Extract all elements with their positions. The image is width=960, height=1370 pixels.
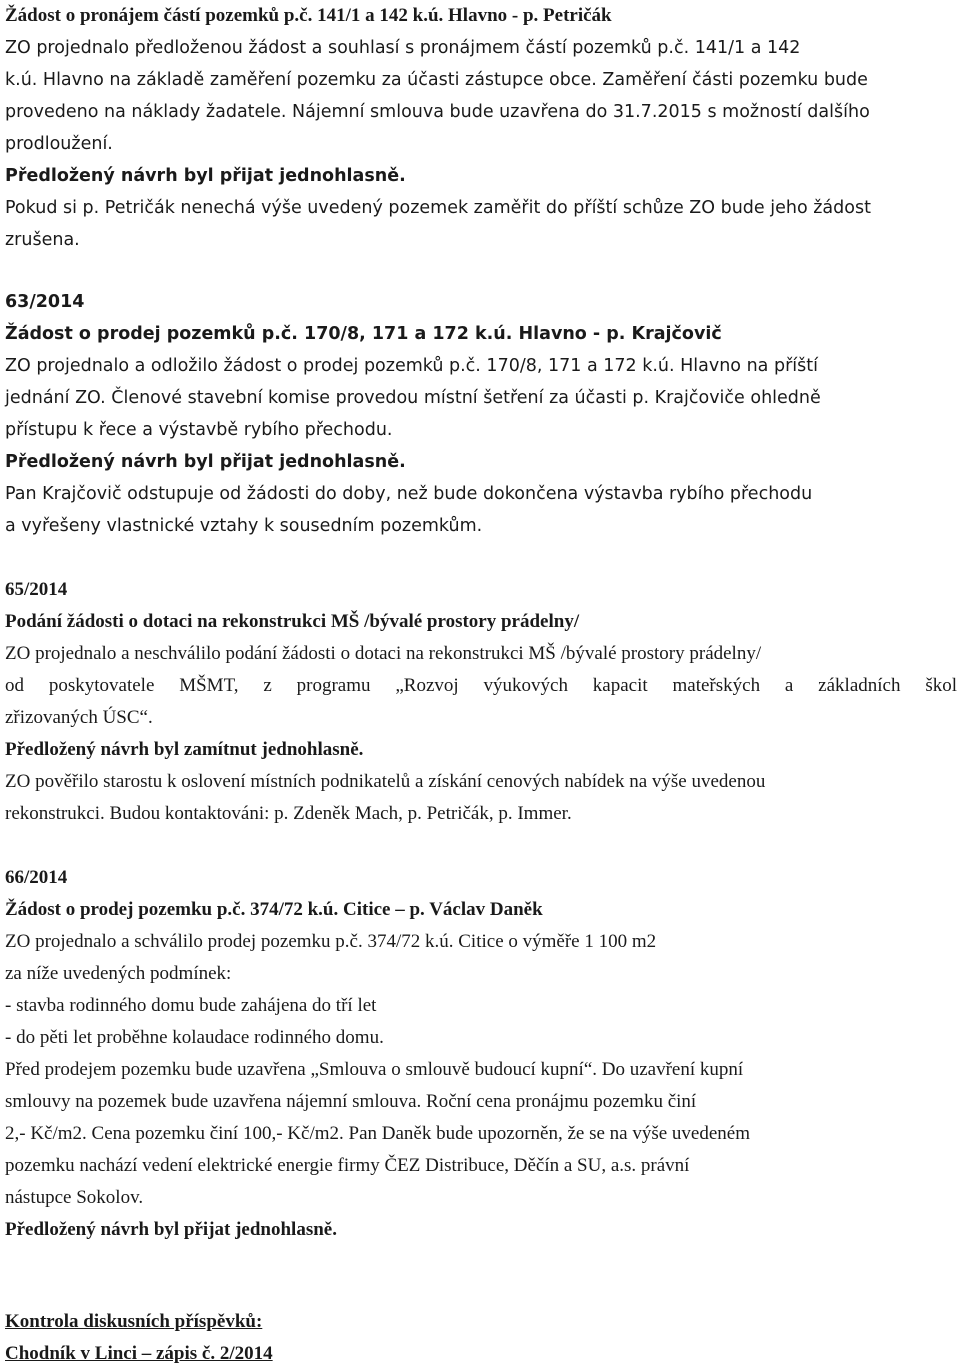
paragraph-line: k.ú. Hlavno na základě zaměření pozemku za účasti zástupce obce. Zaměření části pozemku bude [5,70,868,90]
section-heading: Podání žádosti o dotaci na rekonstrukci MŠ /bývalé prostory prádelny/ [5,611,580,632]
section-heading: Žádost o pronájem částí pozemků p.č. 141/1 a 142 k.ú. Hlavno - p. Petričák [5,5,612,26]
paragraph-line: pozemku nachází vedení elektrické energie firmy ČEZ Distribuce, Děčín a SU, a.s. právní [5,1155,690,1176]
paragraph-line: ZO projednalo a schválilo prodej pozemku p.č. 374/72 k.ú. Citice o výměře 1 100 m2 [5,931,657,952]
resolution-result: Předložený návrh byl přijat jednohlasně. [5,166,406,186]
paragraph-line: jednání ZO. Členové stavební komise provedou místní šetření za účasti p. Krajčoviče ohledně [5,388,821,408]
paragraph-line: 2,- Kč/m2. Cena pozemku činí 100,- Kč/m2. Pan Daněk bude upozorněn, že se na výše uvedeném [5,1123,750,1144]
paragraph-line: Před prodejem pozemku bude uzavřena „Smlouva o smlouvě budoucí kupní“. Do uzavření kupní [5,1059,744,1080]
paragraph-line: od poskytovatele MŠMT, z programu „Rozvoj výukových kapacit mateřských a základních škol [5,675,957,696]
paragraph-line: rekonstrukci. Budou kontaktováni: p. Zdeněk Mach, p. Petričák, p. Immer. [5,803,572,824]
section-heading: Chodník v Linci – zápis č. 2/2014 [5,1343,273,1364]
paragraph-line: zrušena. [5,230,80,250]
resolution-result: Předložený návrh byl přijat jednohlasně. [5,1219,337,1240]
paragraph-line: za níže uvedených podmínek: [5,963,232,984]
section-heading: Kontrola diskusních příspěvků: [5,1311,263,1332]
section-heading: Žádost o prodej pozemku p.č. 374/72 k.ú. Citice – p. Václav Daněk [5,899,543,920]
paragraph-line: ZO projednalo předloženou žádost a souhlasí s pronájmem částí pozemků p.č. 141/1 a 142 [5,38,801,58]
resolution-result: Předložený návrh byl zamítnut jednohlasně. [5,739,364,760]
section-heading: Žádost o prodej pozemků p.č. 170/8, 171 a 172 k.ú. Hlavno - p. Krajčovič [5,324,722,344]
paragraph-line: ZO projednalo a neschválilo podání žádosti o dotaci na rekonstrukci MŠ /bývalé prostory prádelny/ [5,643,762,664]
list-item: - do pěti let proběhne kolaudace rodinného domu. [5,1027,384,1048]
paragraph-line: a vyřešeny vlastnické vztahy k sousedním pozemkům. [5,516,483,536]
resolution-number: 65/2014 [5,579,68,600]
paragraph-line: smlouvy na pozemek bude uzavřena nájemní smlouva. Roční cena pronájmu pozemku činí [5,1091,697,1112]
paragraph-line: ZO projednalo a odložilo žádost o prodej pozemků p.č. 170/8, 171 a 172 k.ú. Hlavno na příští [5,356,818,376]
paragraph-line: prodloužení. [5,134,113,154]
paragraph-line: nástupce Sokolov. [5,1187,144,1208]
paragraph-line: zřizovaných ÚSC“. [5,707,153,728]
paragraph-line: Pan Krajčovič odstupuje od žádosti do doby, než bude dokončena výstavba rybího přechodu [5,484,813,504]
resolution-number: 63/2014 [5,292,85,312]
paragraph-line: ZO pověřilo starostu k oslovení místních podnikatelů a získání cenových nabídek na výše uvedenou [5,771,766,792]
paragraph-line: přístupu k řece a výstavbě rybího přechodu. [5,420,393,440]
resolution-number: 66/2014 [5,867,68,888]
list-item: - stavba rodinného domu bude zahájena do tří let [5,995,377,1016]
paragraph-line: provedeno na náklady žadatele. Nájemní smlouva bude uzavřena do 31.7.2015 s možností dalšího [5,102,870,122]
paragraph-line: Pokud si p. Petričák nenechá výše uvedený pozemek zaměřit do příští schůze ZO bude jeho žádost [5,198,871,218]
resolution-result: Předložený návrh byl přijat jednohlasně. [5,452,406,472]
